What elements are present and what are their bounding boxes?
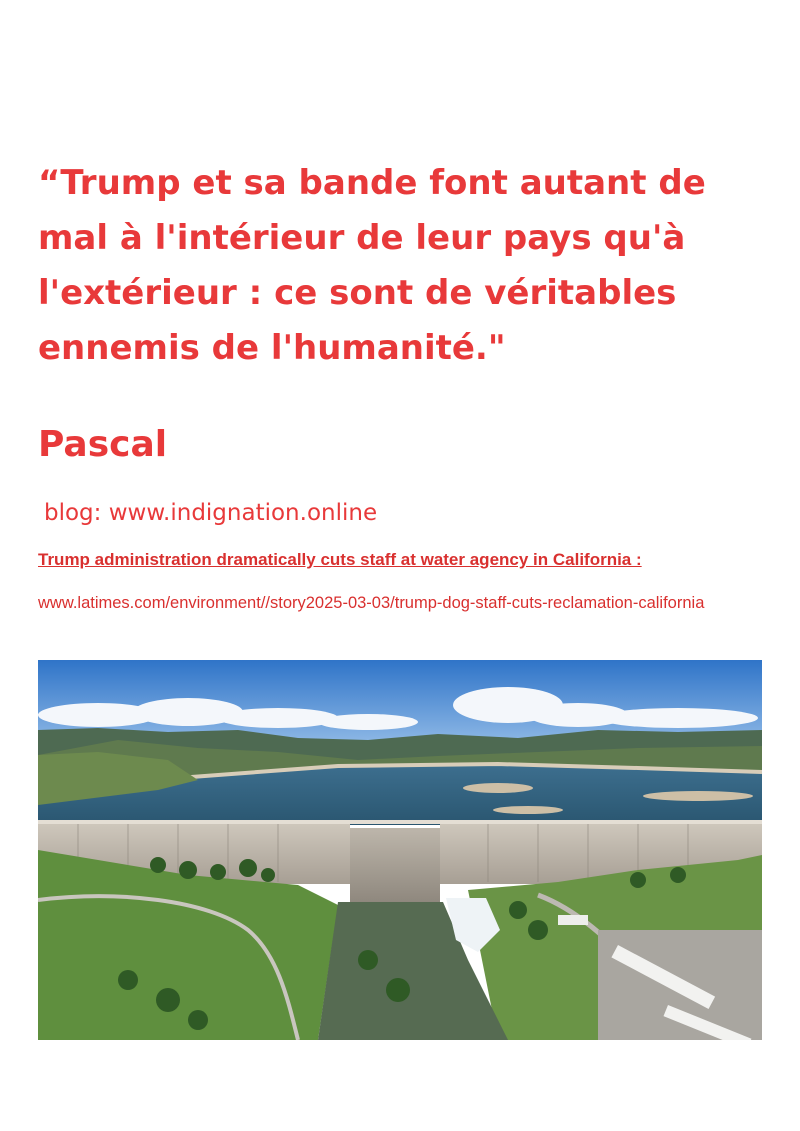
blog-address: blog: www.indignation.online [44,500,378,526]
article-url[interactable]: www.latimes.com/environment//story2025-03-03/trump-dog-staff-cuts-reclamation-california [38,594,705,612]
article-headline-link[interactable]: Trump administration dramatically cuts staff at water agency in California : [38,550,642,569]
dam-photo [38,660,762,1040]
author-name: Pascal [38,424,168,465]
quote-text: “Trump et sa bande font autant de mal à l'intérieur de leur pays qu'à l'extérieur : ce sont de véritables ennemis de l'humanité." [38,163,706,368]
spillway-face [350,828,440,902]
